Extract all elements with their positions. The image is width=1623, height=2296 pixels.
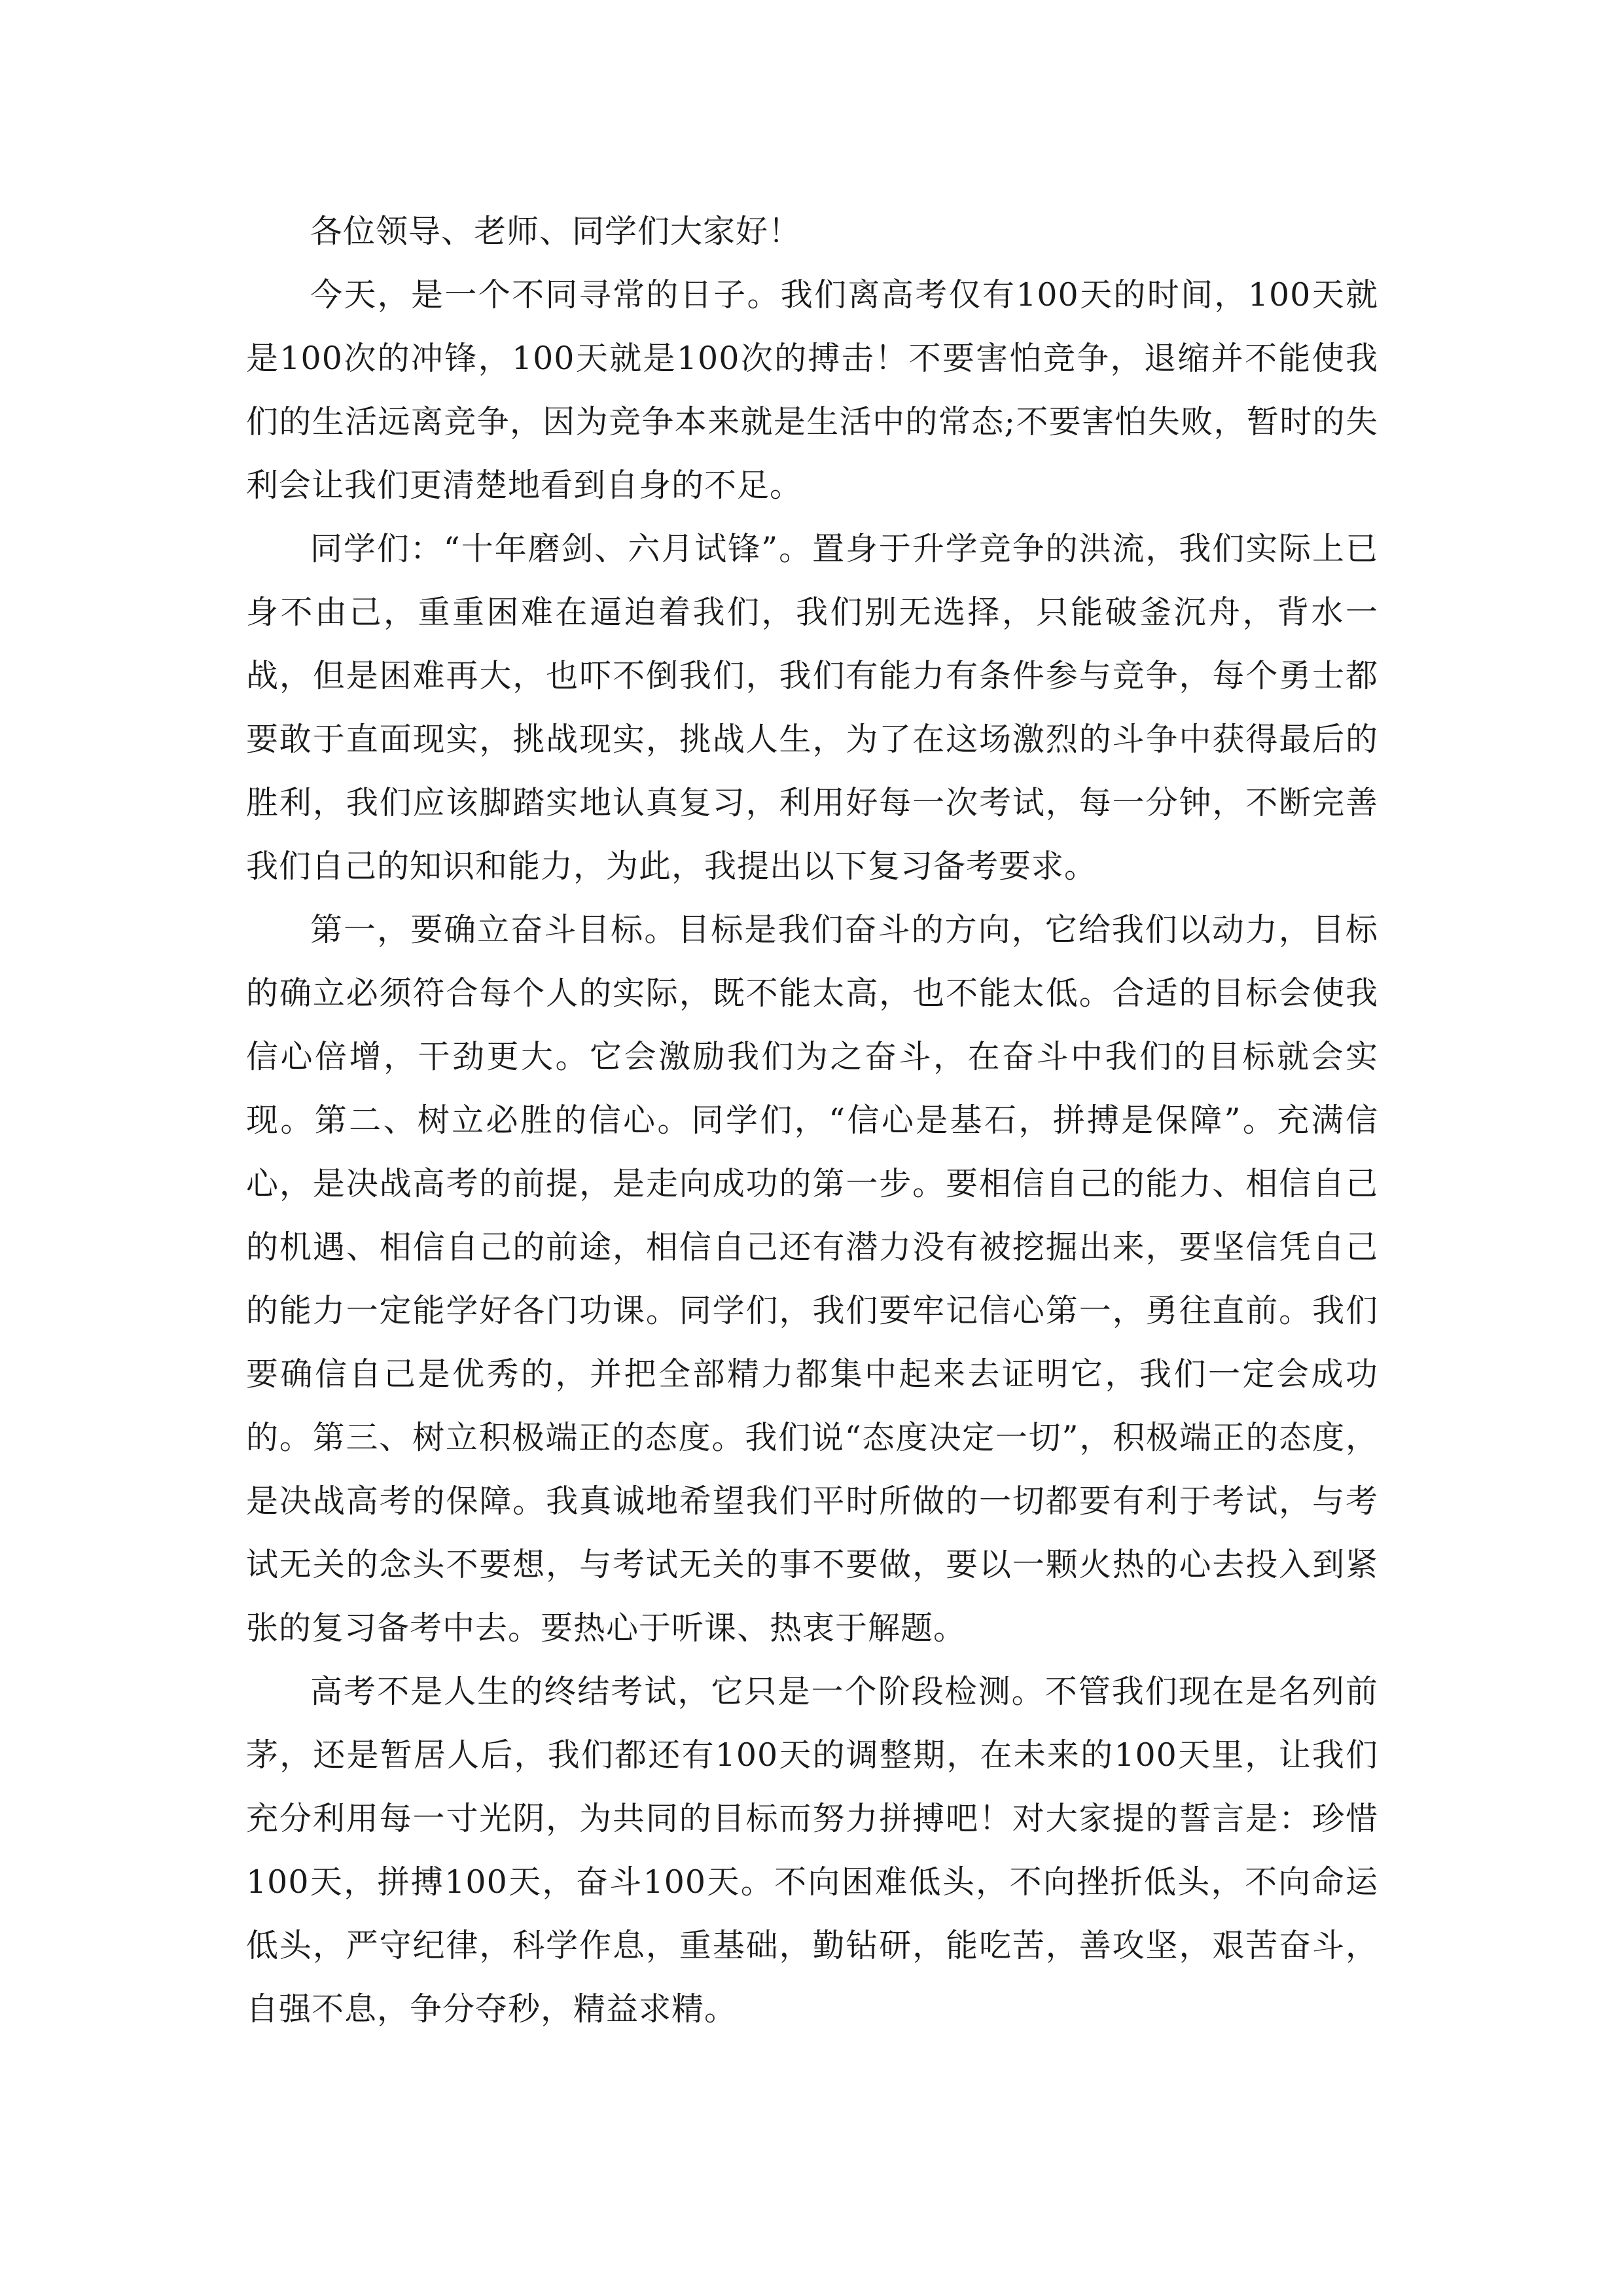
paragraph-closing: 高考不是人生的终结考试，它只是一个阶段检测。不管我们现在是名列前茅，还是暂居人后，我们都还有100天的调整期，在未来的100天里，让我们充分利用每一寸光阴，为共同的目标而努力拼搏吧！对大家提的誓言是：珍惜100天，拼搏100天，奋斗100天。不向困难低头，不向挫折低头，不向命运低头，严守纪律，科学作息，重基础，勤钻研，能吃苦，善攻坚，艰苦奋斗，自强不息，争分夺秒，精益求精。: [246, 1673, 1378, 2028]
speech-body: [246, 200, 1378, 2041]
paragraph-classmates: 同学们：“十年磨剑、六月试锋”。置身于升学竞争的洪流，我们实际上已身不由己，重重困难在逼迫着我们，我们别无选择，只能破釜沉舟，背水一战，但是困难再大，也吓不倒我们，我们有能力有条件参与竞争，每个勇士都要敢于直面现实，挑战现实，挑战人生，为了在这场激烈的斗争中获得最后的胜利，我们应该脚踏实地认真复习，利用好每一次考试，每一分钟，不断完善我们自己的知识和能力，为此，我提出以下复习备考要求。: [246, 530, 1378, 885]
greeting-line: 各位领导、老师、同学们大家好！: [310, 213, 802, 250]
paragraph-opening: 今天，是一个不同寻常的日子。我们离高考仅有100天的时间，100天就是100次的冲锋，100天就是100次的搏击！不要害怕竞争，退缩并不能使我们的生活远离竞争，因为竞争本来就是生活中的常态;不要害怕失败，暂时的失利会让我们更清楚地看到自身的不足。: [246, 276, 1378, 504]
paragraph-requirements: 第一，要确立奋斗目标。目标是我们奋斗的方向，它给我们以动力，目标的确立必须符合每个人的实际，既不能太高，也不能太低。合适的目标会使我信心倍增，干劲更大。它会激励我们为之奋斗，在奋斗中我们的目标就会实现。第二、树立必胜的信心。同学们，“信心是基石，拼搏是保障”。充满信心，是决战高考的前提，是走向成功的第一步。要相信自己的能力、相信自己的机遇、相信自己的前途，相信自己还有潜力没有被挖掘出来，要坚信凭自己的能力一定能学好各门功课。同学们，我们要牢记信心第一，勇往直前。我们要确信自己是优秀的，并把全部精力都集中起来去证明它，我们一定会成功的。第三、树立积极端正的态度。我们说“态度决定一切”，积极端正的态度，是决战高考的保障。我真诚地希望我们平时所做的一切都要有利于考试，与考试无关的念头不要想，与考试无关的事不要做，要以一颗火热的心去投入到紧张的复习备考中去。要热心于听课、热衷于解题。: [246, 911, 1378, 1647]
